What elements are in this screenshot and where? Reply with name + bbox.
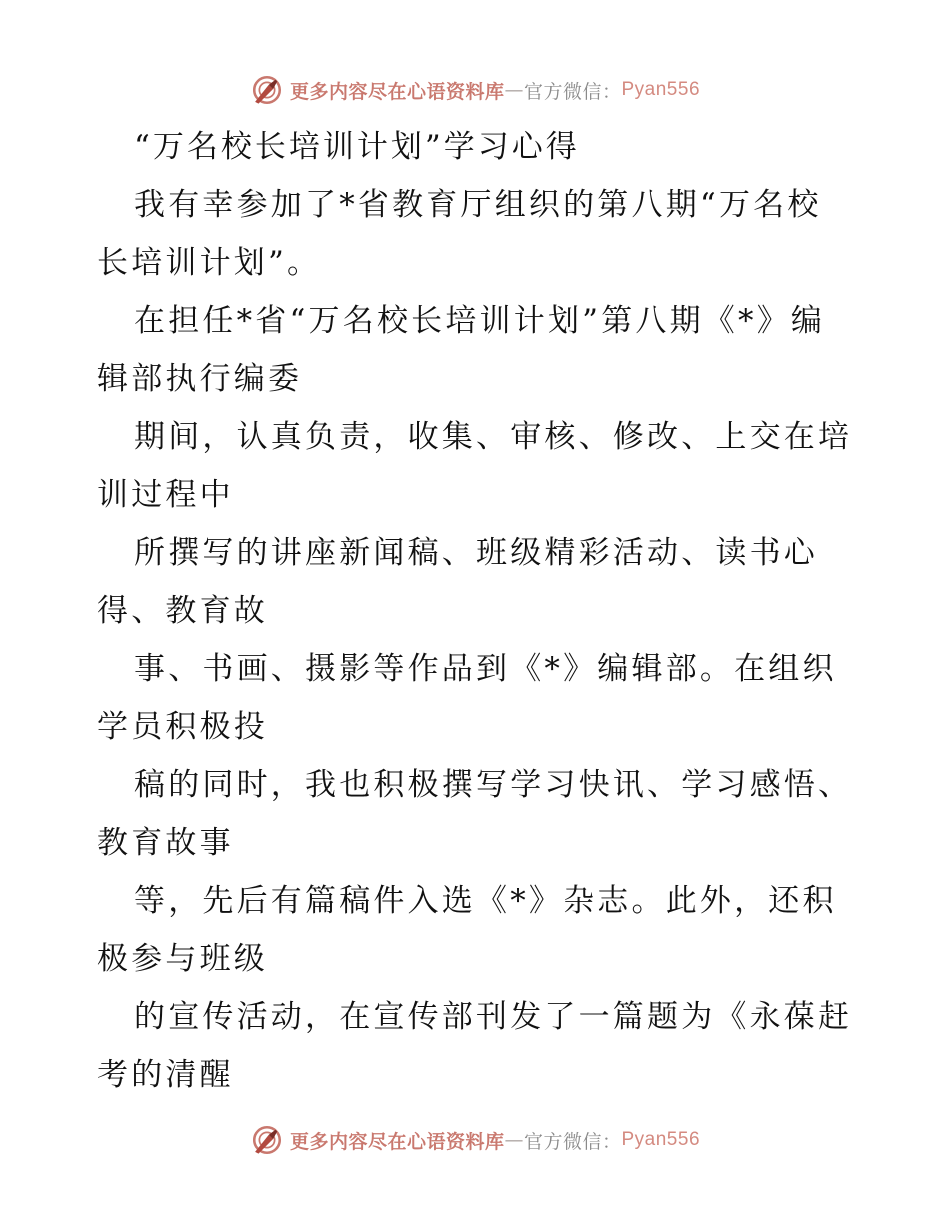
text-line: 考的清醒 [97, 1057, 234, 1093]
text-line: 极参与班级 [97, 941, 268, 977]
banner-wechat-label: 官方微信： [523, 80, 622, 103]
banner-main-text: 更多内容尽在心语资料库 [289, 80, 505, 103]
banner-text [290, 1127, 700, 1154]
pen-circle-logo-icon [250, 73, 284, 107]
text-line: 得、教育故 [97, 593, 268, 629]
text-line: 的宣传活动，在宣传部刊发了一篇题为《永葆赶 [134, 999, 853, 1035]
pen-circle-logo-icon [250, 1123, 284, 1157]
text-line: 教育故事 [97, 825, 234, 861]
document-title: “万名校长培训计划”学习心得 [134, 129, 580, 165]
banner-wechat-id: Pyan556 [621, 79, 701, 100]
text-line: 稿的同时，我也积极撰写学习快讯、学习感悟、 [134, 767, 853, 803]
text-line: 我有幸参加了*省教育厅组织的第八期“万名校 [134, 187, 822, 223]
footer-banner [0, 1120, 950, 1160]
banner-main-text: 更多内容尽在心语资料库 [289, 1130, 505, 1153]
header-banner [0, 70, 950, 110]
text-line: 事、书画、摄影等作品到《*》编辑部。在组织 [134, 651, 837, 687]
text-line: 长培训计划”。 [97, 245, 322, 281]
text-line: 在担任*省“万名校长培训计划”第八期《*》编 [134, 303, 826, 339]
text-line: 辑部执行编委 [97, 361, 303, 397]
banner-wechat-id: Pyan556 [621, 1129, 701, 1150]
banner-separator: — [504, 79, 524, 101]
text-line: 学员积极投 [97, 709, 268, 745]
banner-text [290, 77, 700, 104]
banner-separator: — [504, 1129, 524, 1151]
text-line: 等，先后有篇稿件入选《*》杂志。此外，还积 [134, 883, 837, 919]
banner-wechat-label: 官方微信： [523, 1130, 622, 1153]
text-line: 所撰写的讲座新闻稿、班级精彩活动、读书心 [134, 535, 818, 571]
text-line: 训过程中 [97, 477, 234, 513]
text-line: 期间，认真负责，收集、审核、修改、上交在培 [134, 419, 853, 455]
